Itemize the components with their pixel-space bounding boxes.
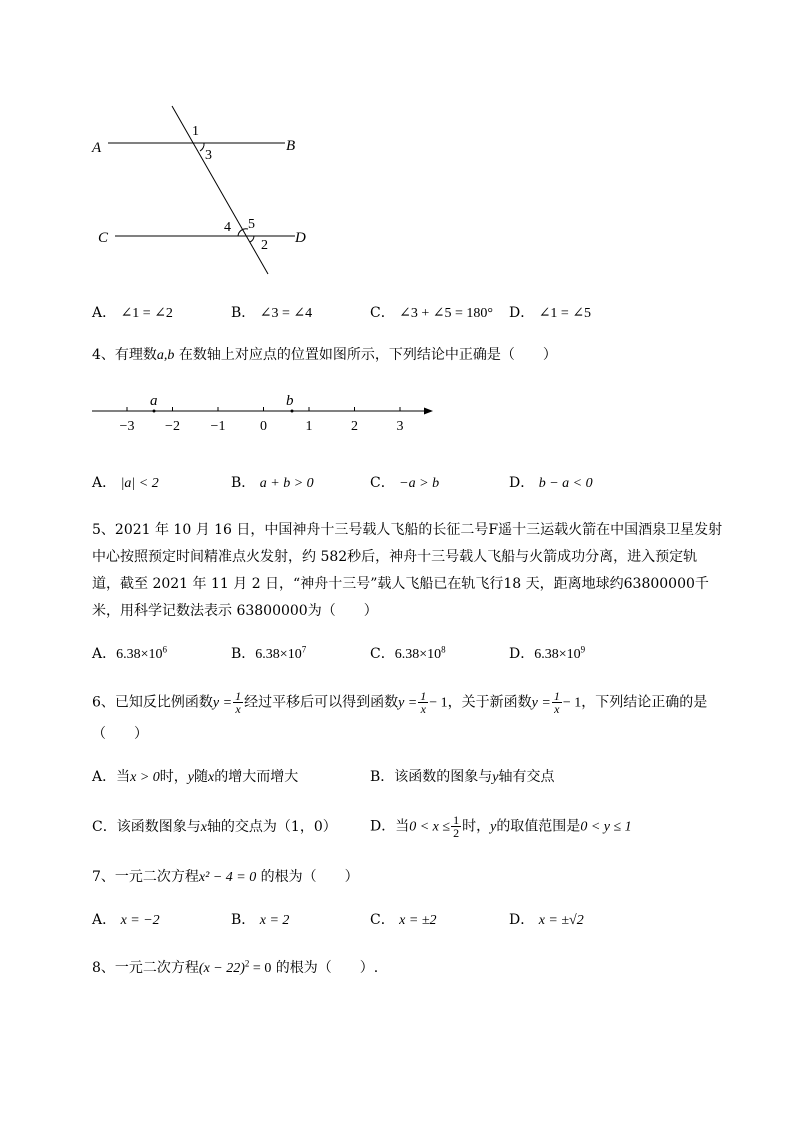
q3-option-c-expr: ∠3 + ∠5 = 180° [399,306,494,321]
q4-option-c-expr: −a > b [399,476,440,491]
q3-option-c[interactable]: C． ∠3 + ∠5 = 180° [370,305,494,321]
point-b-label: b [286,393,294,409]
q3-option-b[interactable]: B． ∠3 = ∠4 [231,305,313,321]
q7-option-a[interactable]: A． x = −2 [92,912,160,928]
q6-option-c[interactable]: C．该函数图象与x轴的交点为（1，0） [92,819,337,835]
angle-arc-4 [238,229,248,236]
q7-stem: 7、一元二次方程x² − 4 = 0 的根为（ ） [92,869,359,885]
angle-arc-2 [250,236,254,242]
q4-option-d-expr: b − a < 0 [538,476,593,491]
q8-stem: 8、一元二次方程$(x - 22)^2 = 0$ 的根为（ ）. [92,958,379,976]
number-line-tick-label: −3 [119,419,135,434]
q5-stem-line-2: 中心按照预定时间精准点火发射，约 582秒后，神舟十三号载人飞船与火箭成功分离，进入预定轨 [92,549,698,565]
q4-option-b[interactable]: B． a + b > 0 [231,475,314,491]
q5-stem-line-4: 米，用科学记数法表示 63800000为（ ） [92,603,378,619]
angle-label-1: 1 [192,124,199,139]
q3-option-d[interactable]: D． ∠1 = ∠5 [509,305,592,321]
angle-label-5: 5 [248,217,255,232]
point-a [153,410,156,413]
q5-option-d[interactable]: D．$6.38\times 10^9$ [509,644,586,662]
q4-option-a[interactable]: A． |a| < 2 [92,475,159,491]
q4-stem: 4、有理数a,b 在数轴上对应点的位置如图所示，下列结论中正确是（ ） [92,347,557,363]
q5-option-b[interactable]: B．$6.38\times 10^7$ [231,644,307,662]
number-line-tick-label: 1 [305,419,313,434]
q3-option-a-expr: ∠1 = ∠2 [120,306,173,321]
q5-stem-line-3: 道，截至 2021 年 11 月 2 日，“神舟十三号”载人飞船已在轨飞行18 天，距离地球约63800000千 [92,576,709,592]
parallel-lines-figure [88,98,328,283]
q6-half-fraction: $\frac{1}{2}$ [453,813,460,840]
label-B: B [286,138,296,154]
number-line-tick-label: −2 [165,419,180,434]
label-D: D [295,230,306,246]
q5-stem-line-1: 5、2021 年 10 月 16 日，中国神舟十三号载人飞船的长征二号F遥十三运载火箭在中国酒泉卫星发射 [92,522,723,538]
q4-option-a-expr: |a| < 2 [120,476,159,491]
q5-option-a[interactable]: A．$6.38\times 10^6$ [92,644,168,662]
point-a-label: a [150,393,158,409]
q3-option-d-expr: ∠1 = ∠5 [538,306,592,321]
q5-option-c[interactable]: C．$6.38\times 10^8$ [370,644,446,662]
number-line [88,388,438,436]
q6-stem: 6、已知反比例函数y = $\frac{1}{x}$ 经过平移后可以得到函数y = $\frac{1}{x}$ − 1，关于新函数y = $\frac{1}{x}$ − 1，下列结论正确的是 [92,689,708,716]
number-line-tick-label: −1 [210,419,226,434]
q6-option-a[interactable]: A．当x > 0时，y随x的增大而增大 [92,769,299,785]
angle-label-3: 3 [205,148,212,163]
q6-fraction-2: $\frac{1}{x}$ [420,689,427,716]
q4-option-b-expr: a + b > 0 [259,476,314,491]
q4-option-c[interactable]: C． −a > b [370,475,440,491]
q3-option-a[interactable]: A． ∠1 = ∠2 [92,305,173,321]
number-line-tick-label: 2 [351,419,358,434]
q7-option-b[interactable]: B． x = 2 [231,912,290,928]
q5-stem [92,517,742,625]
q3-option-b-expr: ∠3 = ∠4 [259,306,313,321]
number-line-tick-label: 3 [396,419,404,434]
label-C: C [98,230,109,246]
number-line-tick-label: 0 [260,419,267,434]
q6-option-d[interactable]: D．当0 < x ≤ $\frac{1}{2}$ 时，y的取值范围是0 < y ≤ 1 [370,813,632,840]
q6-option-b[interactable]: B．该函数的图象与y轴有交点 [370,769,555,785]
q7-option-c[interactable]: C． x = ±2 [370,912,437,928]
q7-option-d[interactable]: D． x = ±√2 [509,912,584,928]
transversal [172,106,268,274]
number-line-arrow-icon [424,408,433,415]
q4-option-d[interactable]: D． b − a < 0 [509,475,593,491]
q6-answer-paren: （ ） [92,726,148,742]
q6-fraction-3: $\frac{1}{x}$ [553,689,560,716]
q6-fraction-1: $\frac{1}{x}$ [235,689,242,716]
angle-label-2: 2 [261,238,268,253]
point-b [291,410,294,413]
angle-arc-3 [200,143,204,151]
angle-label-4: 4 [224,220,231,235]
label-A: A [92,140,102,156]
